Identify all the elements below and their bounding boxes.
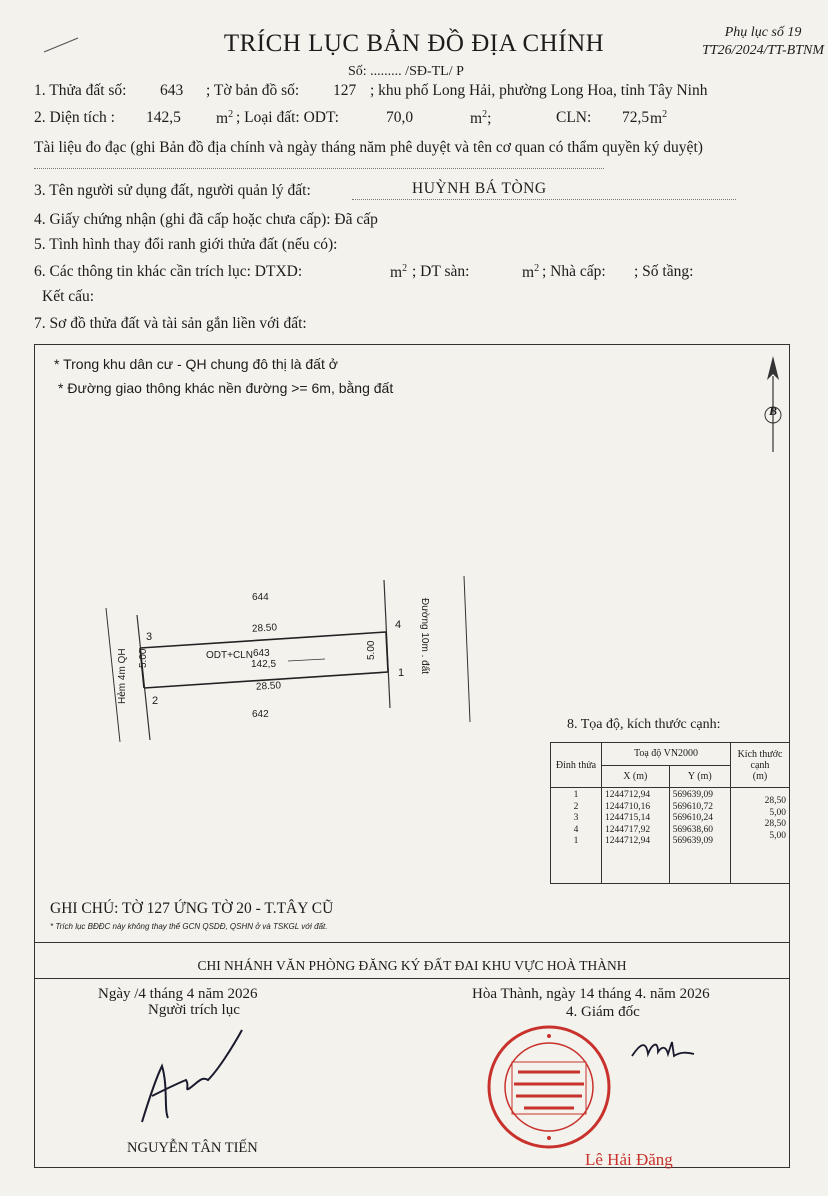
vertex-1: 1 [398,667,405,679]
coordinates-title: 8. Tọa độ, kích thước cạnh: [567,717,721,732]
x-cell: 1244710,16 [605,801,651,812]
dotted-line [34,168,604,169]
owner-dotted-line [352,199,736,200]
parcel-plan [100,570,500,750]
area-unit-text: m [216,110,229,128]
appendix-number: Phụ lục số 19 [724,25,802,40]
parcel-location: ; khu phố Long Hải, phường Long Hoa, tỉnh Tây Ninh [370,82,708,99]
edge-cell: 28,50 [764,819,786,829]
odt-unit: $m^2$; [470,109,492,128]
diagram-section-title: 7. Sơ đồ thửa đất và tài sản gắn liền với đất: [34,315,307,332]
x-cell: 1244715,14 [605,813,651,823]
extractor-role: Người trích lục [148,1002,240,1018]
alley-label: Hẻm 4m QH [117,648,128,704]
edge-length-left: 5.00 [138,648,149,668]
y-cell: 569638,60 [672,824,713,835]
parcel-area-label: 142,5 [251,659,277,670]
survey-document-note: Tài liệu đo đạc (ghi Bản đồ địa chính và ngày tháng năm phê duyệt và tên cơ quan có thẩm quyền ký duyệt) [34,139,703,156]
edge-length-right: 5.00 [366,640,377,660]
header-y: Y (m) [669,765,730,788]
y-cell: 569639,09 [672,790,713,800]
divider-top [34,942,790,943]
cln-area: 72,5 [622,109,650,126]
edge-column [731,788,790,884]
vertex-cell: 3 [573,813,579,823]
issuing-office: CHI NHÁNH VĂN PHÒNG ĐĂNG KÝ ĐẤT ĐAI KHU VỰC HOÀ THÀNH [197,958,627,973]
official-seal-stamp [484,1022,614,1152]
area-value: 142,5 [146,109,181,126]
document-title: TRÍCH LỤC BẢN ĐỒ ĐỊA CHÍNH [223,30,605,57]
land-type-label: ; Loại đất: ODT: [236,109,339,126]
header-coordinates: Toạ độ VN2000 [602,743,731,766]
remark-note: GHI CHÚ: TỜ 127 ỨNG TỜ 20 - T.TÂY CŨ [50,900,334,917]
y-cell: 569610,72 [672,801,713,812]
header-x: X (m) [602,765,670,788]
neighbor-parcel-644: 644 [252,592,269,603]
road-label: Đường 10m . đất [419,598,430,675]
header-edge-length-text: Kích thước cạnh [737,748,783,771]
odt-area: 70,0 [386,109,414,126]
vertex-4: 4 [395,619,402,631]
floor-area-label: ; DT sàn: [412,263,470,280]
north-symbol: B [768,404,777,418]
zoning-note: * Trong khu dân cư - QH chung đô thị là đất ở [54,356,338,372]
cln-unit-text: m [650,110,663,128]
header-vertex: Đỉnh thửa [551,743,602,788]
boundary-change: 5. Tình hình thay đổi ranh giới thửa đất (nếu có): [34,236,338,253]
land-use-code: ODT+CLN [206,650,253,661]
extractor-name: NGUYỄN TÂN TIẾN [127,1140,258,1156]
floor-area-unit-text: m [522,264,535,282]
vertex-column [551,788,602,884]
vertex-3: 3 [146,631,153,643]
road-right-edge [464,576,470,722]
owner-name: HUỲNH BÁ TÒNG [412,180,547,197]
divider-bottom [34,978,790,979]
edge-length-top: 28.50 [251,622,278,635]
boundary-3-4 [140,632,386,648]
y-column [669,788,730,884]
document-number: Số: ......... /SĐ-TL/ P [348,64,464,79]
appendix-reference [702,24,824,60]
disclaimer-note: * Trích lục BĐĐC này không thay thế GCN QSDĐ, QSHN ở và TSKGL với đất. [50,922,328,931]
header-edge-length-unit: (m) [752,770,768,782]
vertex-cell: 4 [573,824,579,835]
area-label: 2. Diện tích : [34,109,115,126]
edge-cell: 5,00 [769,830,786,841]
dtxd-unit: $m^2$ [390,263,408,282]
owner-label: 3. Tên người sử dụng đất, người quản lý đất: [34,182,311,199]
other-info-label: 6. Các thông tin khác cần trích lục: DTXD: [34,263,303,280]
director-role: 4. Giám đốc [566,1004,640,1020]
floor-area-unit: $m^2$ [522,263,540,282]
x-column [602,788,670,884]
coordinates-table [550,742,790,884]
odt-unit-text: m [470,110,483,128]
parcel-label: 1. Thửa đất số: [34,82,127,99]
extractor-date: Ngày /4 tháng 4 năm 2026 [98,986,258,1002]
y-cell: 569639,09 [672,836,713,846]
neighbor-parcel-642: 642 [252,709,269,720]
cln-label: CLN: [556,109,592,126]
vertex-cell: 1 [573,836,579,846]
director-date: Hòa Thành, ngày 14 tháng 4. năm 2026 [472,986,710,1002]
cln-unit: $m^2$ [650,109,668,128]
header-edge-length [731,743,790,788]
vertex-cell: 2 [573,801,579,812]
road-note: * Đường giao thông khác nền đường >= 6m, bằng đất [58,380,394,396]
x-cell: 1244712,94 [605,790,651,800]
map-sheet-number: 127 [333,82,357,99]
director-signature [628,1034,698,1070]
x-cell: 1244717,92 [605,824,651,835]
extractor-signature [128,1026,258,1136]
y-cell: 569610,24 [672,813,713,823]
vertex-cell: 1 [573,790,579,800]
house-grade-label: ; Nhà cấp: [542,263,606,280]
edge-length-bottom: 28.50 [255,680,282,693]
edge-cell: 28,50 [764,796,786,806]
fraction-line [288,659,325,661]
director-name: Lê Hải Đăng [585,1150,673,1169]
vertex-2: 2 [152,695,159,707]
structure-label: Kết cấu: [42,288,95,305]
appendix-circular: TT26/2024/TT-BTNM [702,43,824,58]
parcel-number: 643 [160,82,184,99]
floor-count-label: ; Số tầng: [634,263,694,280]
edge-cell: 5,00 [769,807,786,818]
certificate-status: 4. Giấy chứng nhận (ghi đã cấp hoặc chưa cấp): Đã cấp [34,211,378,228]
map-sheet-label: ; Tờ bản đồ số: [206,82,300,99]
x-cell: 1244712,94 [605,836,651,846]
dtxd-unit-text: m [390,264,403,282]
boundary-1-4 [386,632,388,672]
area-unit: $m^2$ [216,109,234,128]
parcel-number-label: 643 [253,648,270,659]
